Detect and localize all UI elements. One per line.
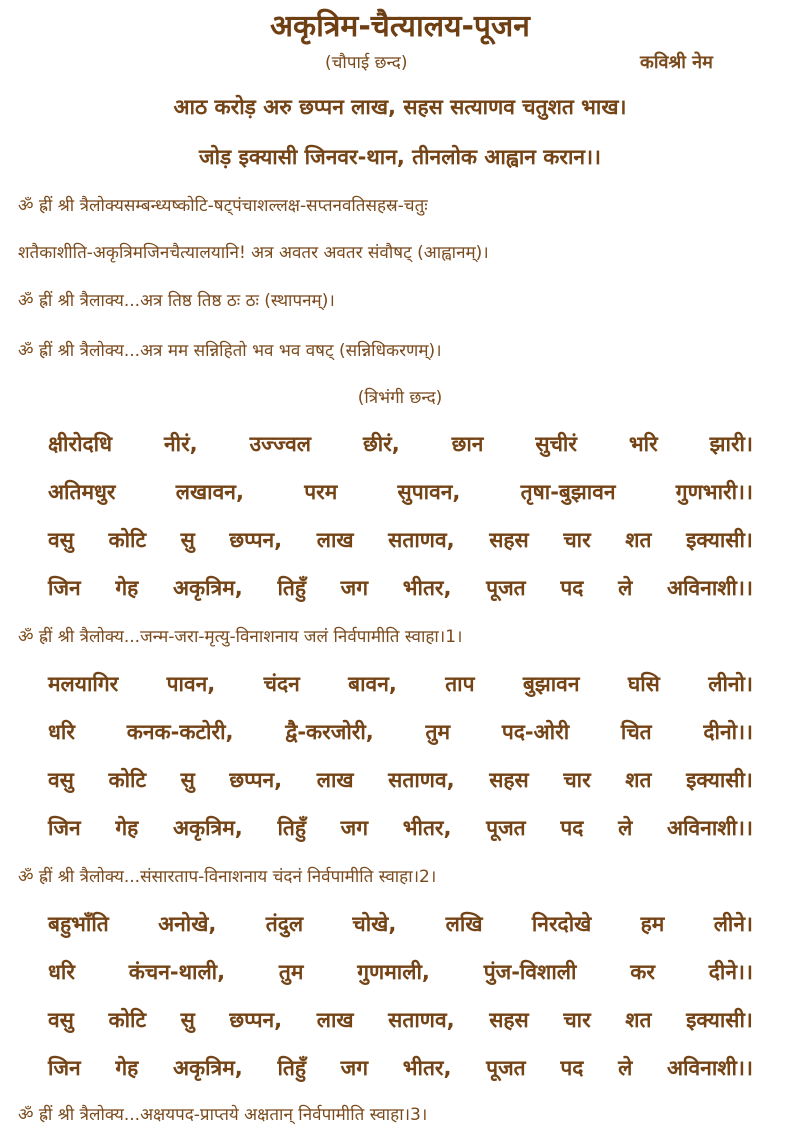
mantra-line: ॐ ह्रीं श्री त्रैलोक्य...संसारताप-विनाशनाय चंदनं निर्वपामीति स्वाहा।2। xyxy=(18,867,437,887)
verse-word: छप्पन, xyxy=(229,528,283,552)
verse-word: लीनो। xyxy=(708,672,753,696)
chhand-label: (त्रिभंगी छन्द) xyxy=(357,388,443,408)
verse-word: गेह xyxy=(115,576,139,600)
verse-word: कनक-कटोरी, xyxy=(126,720,234,744)
verse-word: गुणभारी।। xyxy=(675,480,753,504)
verse-word: सताणव, xyxy=(388,768,455,792)
verse-word: इक्यासी। xyxy=(686,528,753,552)
verse-word: क्षीरोदधि xyxy=(48,432,113,456)
verse-word: कोटि xyxy=(108,768,147,792)
verse-word: लखि xyxy=(445,912,483,936)
verse-word: तिहुँ xyxy=(277,576,306,600)
verse-word: सु xyxy=(180,768,195,792)
verse-word: चित xyxy=(620,720,652,744)
invocation-line: शतैकाशीति-अकृत्रिमजिनचैत्यालयानि! अत्र अवतर अवतर संवौषट् (आह्वानम्)। xyxy=(18,243,489,263)
verse-word: सताणव, xyxy=(388,528,455,552)
verse-word: छीरं, xyxy=(362,432,400,456)
verse-word: ले xyxy=(618,576,633,600)
verse-word: धरि xyxy=(48,720,75,744)
verse-line xyxy=(48,958,753,986)
verse-word: तिहुँ xyxy=(277,1056,306,1080)
verse-word: अविनाशी।। xyxy=(667,576,753,600)
verse-word: सहस xyxy=(489,768,529,792)
verse-word: तुम xyxy=(425,720,451,744)
verse-word: ले xyxy=(618,816,633,840)
invocation-line: ॐ ह्रीं श्री त्रैलोक्यसम्बन्ध्यष्कोटि-षट्पंचाशल्लक्ष-सप्तनवतिसहस्र-चतुः xyxy=(18,196,428,216)
verse-word: कंचन-थाली, xyxy=(128,960,226,984)
verse-word: पद xyxy=(560,816,584,840)
verse-word: दीनो।। xyxy=(703,720,753,744)
verse-word: पावन, xyxy=(166,672,216,696)
verse-word: मलयागिर xyxy=(48,672,119,696)
verse-line xyxy=(48,814,753,842)
verse-line xyxy=(48,1054,753,1082)
invocation-line: ॐ ह्रीं श्री त्रैलाक्य...अत्र तिष्ठ तिष्ठ ठः ठः (स्थापनम्)। xyxy=(18,291,335,311)
verse-word: लाख xyxy=(316,768,354,792)
verse-word: अविनाशी।। xyxy=(667,816,753,840)
verse-word: जिन xyxy=(48,1056,81,1080)
verse-word: भीतर, xyxy=(402,576,452,600)
verse-word: इक्यासी। xyxy=(686,1008,753,1032)
verse-word: उज्ज्वल xyxy=(249,432,312,456)
verse-line xyxy=(48,718,753,746)
verse-word: बहुभाँति xyxy=(48,912,109,936)
verse-line xyxy=(48,478,753,506)
verse-word: जग xyxy=(340,576,369,600)
verse-word: तुम xyxy=(278,960,304,984)
verse-line xyxy=(48,670,753,698)
verse-word: सहस xyxy=(489,528,529,552)
mantra-line: ॐ ह्रीं श्री त्रैलोक्य...जन्म-जरा-मृत्यु-विनाशनाय जलं निर्वपामीति स्वाहा।1। xyxy=(18,627,463,647)
verse-word: लखावन, xyxy=(175,480,244,504)
verse-word: परम xyxy=(304,480,338,504)
verse-word: छप्पन, xyxy=(229,1008,283,1032)
verse-word: पूजत xyxy=(486,1056,526,1080)
verse-word: धरि xyxy=(48,960,75,984)
verse-word: गेह xyxy=(115,1056,139,1080)
verse-word: हम xyxy=(640,912,665,936)
verse-word: लीने। xyxy=(713,912,753,936)
verse-word: वसु xyxy=(48,1008,74,1032)
verse-line xyxy=(48,1006,753,1034)
verse-word: गेह xyxy=(115,816,139,840)
mantra-line: ॐ ह्रीं श्री त्रैलोक्य...अक्षयपद-प्राप्तये अक्षतान् निर्वपामीति स्वाहा।3। xyxy=(18,1105,428,1125)
verse-word: अकृत्रिम, xyxy=(173,576,243,600)
verse-word: अकृत्रिम, xyxy=(173,816,243,840)
verse-word: नीरं, xyxy=(163,432,198,456)
verse-line xyxy=(48,430,753,458)
verse-word: पूजत xyxy=(486,576,526,600)
verse-word: चार xyxy=(563,1008,591,1032)
intro-line: जोड़ इक्यासी जिनवर-थान, तीनलोक आह्वान करान।। xyxy=(199,145,601,169)
verse-word: भीतर, xyxy=(402,1056,452,1080)
verse-word: वसु xyxy=(48,768,74,792)
verse-word: घसि xyxy=(627,672,660,696)
verse-word: पूजत xyxy=(486,816,526,840)
verse-word: शत xyxy=(625,1008,652,1032)
verse-line xyxy=(48,574,753,602)
invocation-line: ॐ ह्रीं श्री त्रैलोक्य...अत्र मम सन्निहितो भव भव वषट् (सन्निधिकरणम्)। xyxy=(18,341,442,361)
verse-word: शत xyxy=(625,768,652,792)
verse-word: बावन, xyxy=(348,672,397,696)
verse-word: अनोखे, xyxy=(158,912,217,936)
verse-word: लाख xyxy=(316,528,354,552)
chhand-label: (चौपाई छन्द) xyxy=(325,53,408,73)
verse-word: ताप xyxy=(445,672,475,696)
verse-word: सहस xyxy=(489,1008,529,1032)
verse-word: तंदुल xyxy=(265,912,304,936)
verse-word: निरदोखे xyxy=(531,912,592,936)
verse-word: ले xyxy=(618,1056,633,1080)
verse-word: कोटि xyxy=(108,528,147,552)
verse-word: तिहुँ xyxy=(277,816,306,840)
verse-word: अविनाशी।। xyxy=(667,1056,753,1080)
verse-word: कोटि xyxy=(108,1008,147,1032)
verse-word: तृषा-बुझावन xyxy=(520,480,616,504)
verse-word: पद xyxy=(560,1056,584,1080)
verse-word: जिन xyxy=(48,816,81,840)
verse-word: भीतर, xyxy=(402,816,452,840)
verse-line xyxy=(48,526,753,554)
verse-line xyxy=(48,910,753,938)
verse-word: भरि xyxy=(628,432,658,456)
verse-word: सुपावन, xyxy=(397,480,461,504)
verse-word: जग xyxy=(340,1056,369,1080)
verse-word: अकृत्रिम, xyxy=(173,1056,243,1080)
verse-word: सताणव, xyxy=(388,1008,455,1032)
verse-word: पुंज-विशाली xyxy=(483,960,577,984)
verse-line xyxy=(48,766,753,794)
verse-word: सु xyxy=(180,1008,195,1032)
verse-word: जग xyxy=(340,816,369,840)
verse-word: चोखे, xyxy=(352,912,397,936)
verse-word: चार xyxy=(563,768,591,792)
verse-word: सुचीरं xyxy=(535,432,577,456)
verse-word: सु xyxy=(180,528,195,552)
verse-word: बुझावन xyxy=(522,672,580,696)
verse-word: जिन xyxy=(48,576,81,600)
verse-word: पद xyxy=(560,576,584,600)
verse-word: द्वै-करजोरी, xyxy=(285,720,374,744)
verse-word: छप्पन, xyxy=(229,768,283,792)
verse-word: दीने।। xyxy=(708,960,753,984)
verse-word: चंदन xyxy=(263,672,300,696)
verse-word: कर xyxy=(630,960,655,984)
verse-word: चार xyxy=(563,528,591,552)
verse-word: इक्यासी। xyxy=(686,768,753,792)
verse-word: अतिमधुर xyxy=(48,480,116,504)
verse-word: गुणमाली, xyxy=(357,960,430,984)
page-title: अकृत्रिम-चैत्यालय-पूजन xyxy=(270,9,530,44)
verse-word: झारी। xyxy=(709,432,753,456)
verse-word: वसु xyxy=(48,528,74,552)
verse-word: पद-ओरी xyxy=(501,720,570,744)
verse-word: लाख xyxy=(316,1008,354,1032)
poet-name: कविश्री नेम xyxy=(640,52,713,73)
intro-line: आठ करोड़ अरु छप्पन लाख, सहस सत्याणव चतुशत भाख। xyxy=(173,95,627,119)
verse-word: शत xyxy=(625,528,652,552)
verse-word: छान xyxy=(451,432,484,456)
